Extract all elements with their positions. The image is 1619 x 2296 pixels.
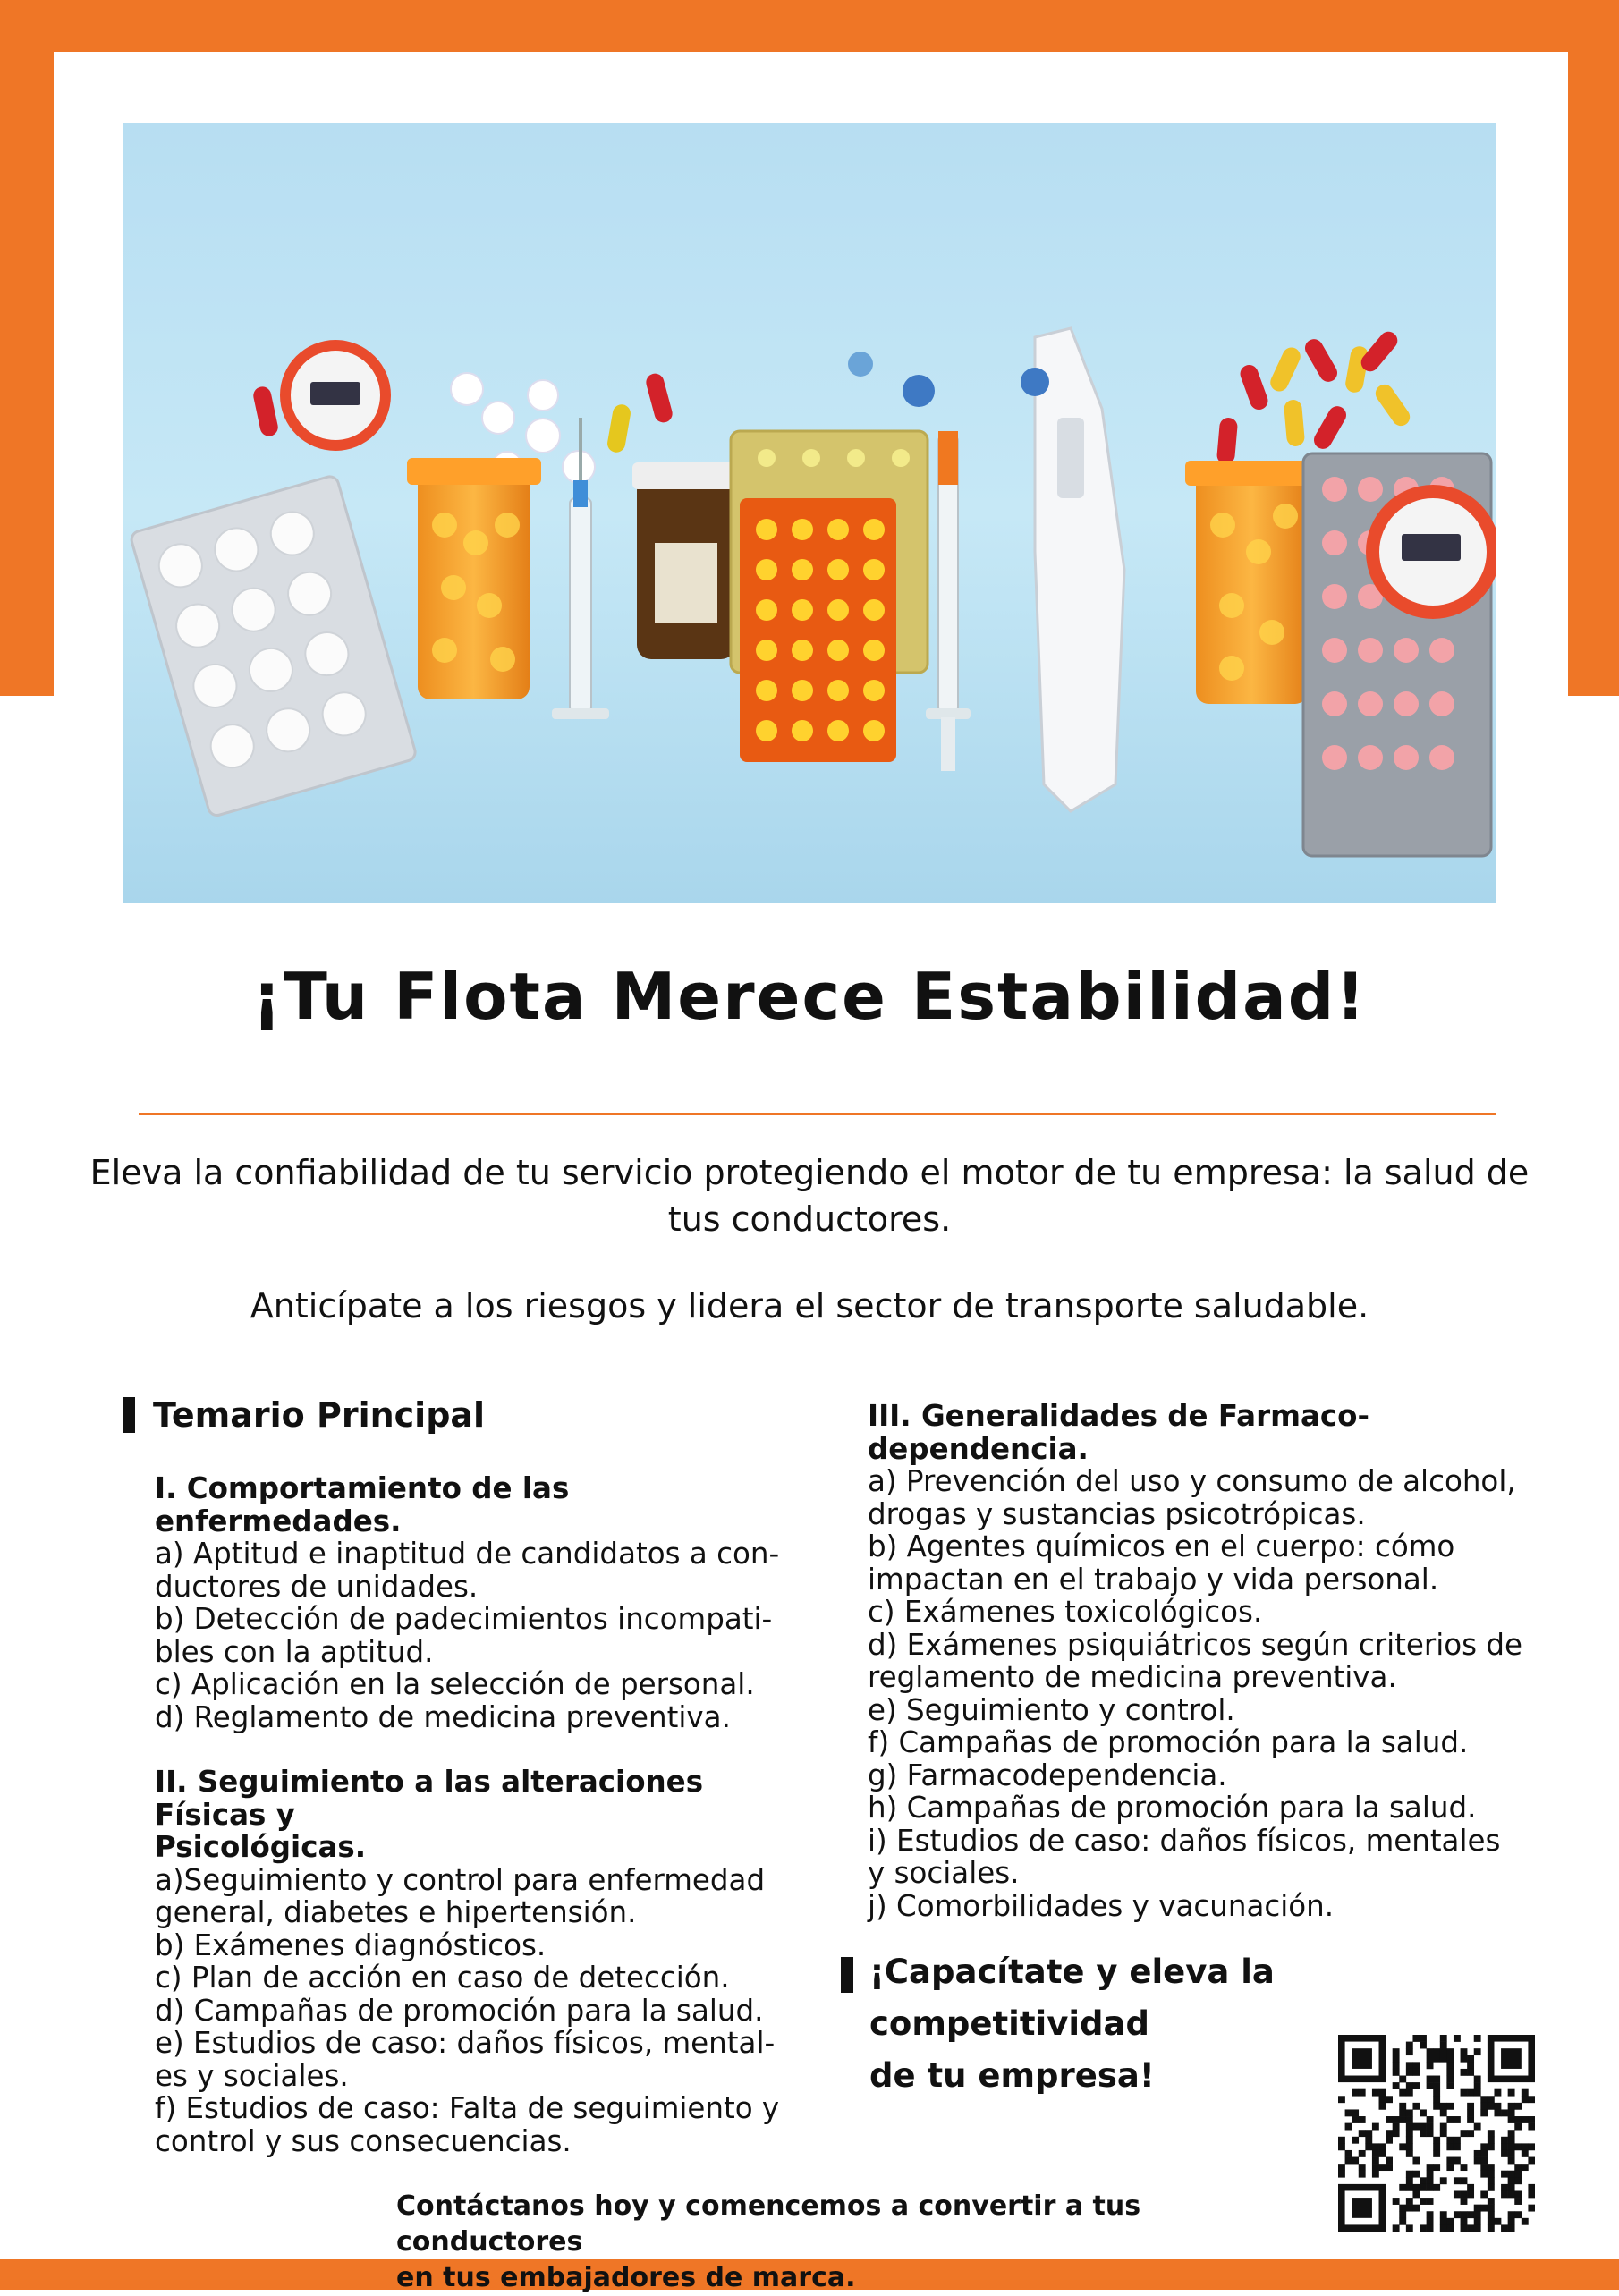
- list-item: bles con la aptitud.: [155, 1634, 434, 1669]
- list-item: ductores de unidades.: [155, 1569, 479, 1604]
- list-item: g) Farmacodependencia.: [868, 1758, 1227, 1792]
- list-item: b) Detección de padecimientos incompati-: [155, 1602, 773, 1636]
- syllabus-left-column: [123, 1395, 802, 2190]
- hero-photo: [123, 123, 1496, 903]
- list-item: d) Exámenes psiquiátricos según criterios de: [868, 1627, 1522, 1662]
- list-item: i) Estudios de caso: daños físicos, mentales: [868, 1823, 1501, 1858]
- list-item: e) Seguimiento y control.: [868, 1692, 1235, 1727]
- list-item: d) Campañas de promoción para la salud.: [155, 1993, 764, 2028]
- list-item: d) Reglamento de medicina preventiva.: [155, 1699, 731, 1734]
- list-item: a)Seguimiento y control para enfermedad: [155, 1862, 766, 1897]
- list-item: impactan en el trabajo y vida personal.: [868, 1562, 1439, 1597]
- heading-bar-icon: [123, 1397, 135, 1433]
- orange-frame-left: [0, 0, 54, 696]
- list-item: a) Aptitud e inaptitud de candidatos a con-: [155, 1537, 780, 1571]
- list-item: f) Estudios de caso: Falta de seguimiento y: [155, 2091, 780, 2125]
- syllabus-heading: [123, 1395, 802, 1435]
- list-item: reglamento de medicina preventiva.: [868, 1660, 1397, 1694]
- list-item: c) Exámenes toxicológicos.: [868, 1595, 1263, 1629]
- orange-divider: [139, 1113, 1496, 1115]
- section-3: [868, 1400, 1547, 1922]
- section-2-title: II. Seguimiento a las alteraciones Físicas y: [155, 1765, 704, 1832]
- list-item: drogas y sustancias psicotrópicas.: [868, 1496, 1366, 1531]
- syllabus-heading-text: Temario Principal: [153, 1395, 486, 1435]
- heading-bar-icon: [841, 1957, 853, 1993]
- list-item: general, diabetes e hipertensión.: [155, 1895, 637, 1929]
- list-item: a) Prevención del uso y consumo de alcohol,: [868, 1464, 1516, 1498]
- list-item: j) Comorbilidades y vacunación.: [868, 1888, 1335, 1923]
- list-item: control y sus consecuencias.: [155, 2123, 572, 2158]
- orange-frame-right: [1568, 0, 1619, 696]
- section-1: [155, 1472, 802, 1733]
- list-item: f) Campañas de promoción para la salud.: [868, 1725, 1469, 1759]
- list-item: y sociales.: [868, 1856, 1020, 1890]
- section-2-title: Psicológicas.: [155, 1830, 367, 1864]
- section-3-title: III. Generalidades de Farmaco-dependencia.: [868, 1399, 1369, 1466]
- list-item: c) Plan de acción en caso de detección.: [155, 1961, 730, 1995]
- intro-paragraph: Eleva la confiabilidad de tu servicio protegiendo el motor de tu empresa: la salud de tus conductores.: [89, 1153, 1530, 1239]
- syllabus-topics: [155, 1472, 802, 2157]
- list-item: h) Campañas de promoción para la salud.: [868, 1791, 1477, 1825]
- list-item: b) Agentes químicos en el cuerpo: cómo: [868, 1529, 1455, 1563]
- headline: ¡Tu Flota Merece Estabilidad!: [251, 959, 1368, 1034]
- list-item: e) Estudios de caso: daños físicos, mental-: [155, 2026, 776, 2060]
- list-item: c) Aplicación en la selección de personal.: [155, 1667, 755, 1701]
- contact-line: Contáctanos hoy y comencemos a convertir a tus conductores: [396, 2190, 1141, 2258]
- cta-line: de tu empresa!: [869, 2056, 1155, 2095]
- contact-line: en tus embajadores de marca.: [396, 2262, 856, 2293]
- contact-text: [396, 2189, 1291, 2296]
- list-item: b) Exámenes diagnósticos.: [155, 1927, 547, 1962]
- syllabus-right-column: [868, 1400, 1547, 1922]
- section-1-title: I. Comportamiento de las enfermedades.: [155, 1471, 570, 1538]
- list-item: es y sociales.: [155, 2058, 349, 2093]
- intro-tagline: Anticípate a los riesgos y lidera el sector de transporte saludable.: [250, 1286, 1369, 1326]
- cta-line: ¡Capacítate y eleva la competitividad: [869, 1953, 1275, 2043]
- qr-code-icon[interactable]: [1338, 2035, 1535, 2232]
- section-2: [155, 1766, 802, 2157]
- orange-frame-top: [0, 0, 1619, 52]
- qr-code-graphic: [1338, 2035, 1535, 2232]
- pills-photo-icon: [123, 123, 1496, 903]
